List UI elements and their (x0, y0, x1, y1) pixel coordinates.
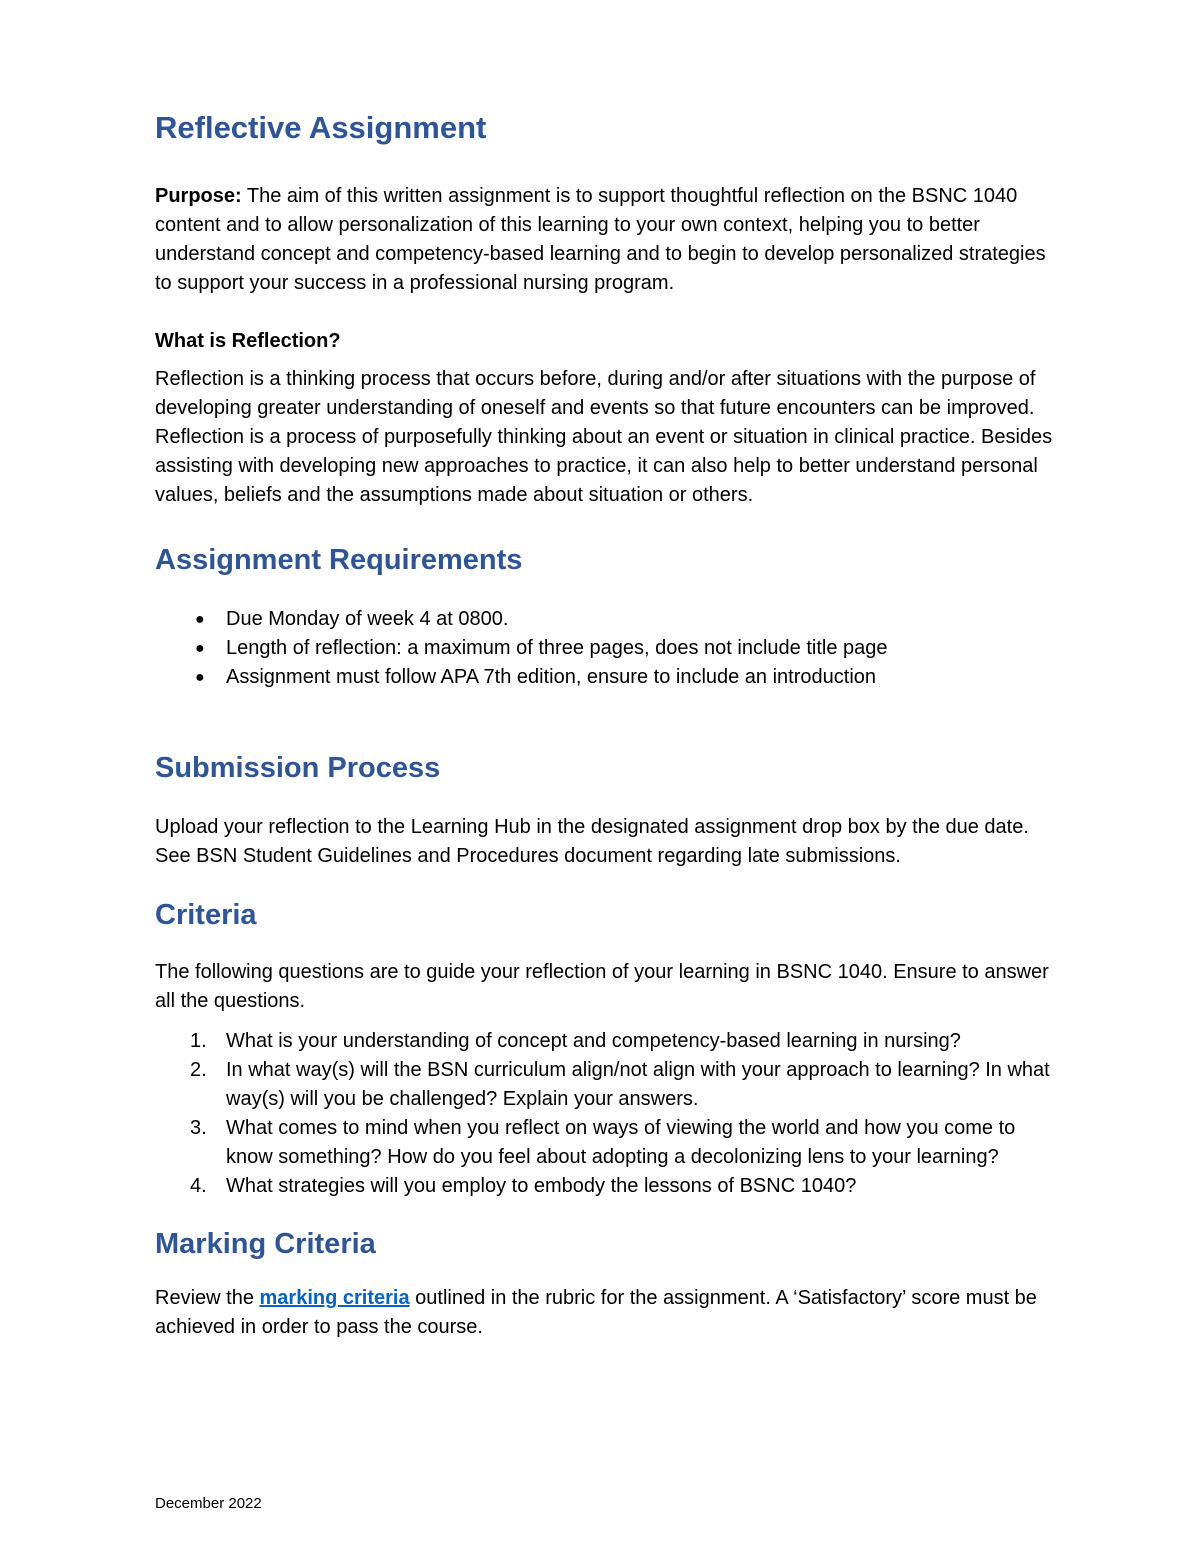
reflection-text: Reflection is a thinking process that occurs before, during and/or after situations with the purpose of developing greater understanding of oneself and events so that future encounters can be improved. Reflection is a process of purposefully thinking about an event or situation in clinical practice. Besides assisting with developing new approaches to practice, it can also help to better understand personal values, beliefs and the assumptions made about situation or others. (155, 368, 1053, 506)
list-item: 3. What comes to mind when you reflect on ways of viewing the world and how you come to know something? How do you feel about adopting a decolonizing lens to your learning? (190, 1117, 1016, 1168)
marking-criteria-link[interactable]: marking criteria (259, 1287, 410, 1309)
criteria-intro: The following questions are to guide your reflection of your learning in BSNC 1040. Ensure to answer all the questions. (155, 961, 1049, 1012)
criteria-heading: Criteria (155, 899, 257, 931)
purpose-paragraph (155, 182, 1055, 298)
submission-heading: Submission Process (155, 752, 441, 784)
submission-text: Upload your reflection to the Learning Hub in the designated assignment drop box by the due date. See BSN Student Guidelines and Procedures document regarding late submissions. (155, 816, 1029, 867)
page-footer: December 2022 (155, 1495, 262, 1512)
reflection-heading: What is Reflection? (155, 330, 341, 352)
list-item: 1. What is your understanding of concept and competency-based learning in nursing? (190, 1030, 961, 1052)
requirements-heading: Assignment Requirements (155, 544, 523, 576)
bullet-icon: ● (195, 669, 205, 686)
list-item: 2. In what way(s) will the BSN curriculum align/not align with your approach to learning? In what way(s) will you be challenged? Explain your answers. (190, 1059, 1050, 1110)
criteria-questions (155, 1027, 1055, 1201)
bullet-icon: ● (195, 640, 205, 657)
list-item: ● Assignment must follow APA 7th edition, ensure to include an introduction (155, 663, 1055, 692)
marking-heading: Marking Criteria (155, 1228, 376, 1260)
document-content (155, 108, 1055, 1342)
bullet-icon: ● (195, 611, 205, 628)
list-item: 4. What strategies will you employ to embody the lessons of BSNC 1040? (190, 1175, 857, 1197)
requirements-list (155, 605, 1055, 692)
purpose-label: Purpose: (155, 185, 242, 207)
purpose-text: The aim of this written assignment is to support thoughtful reflection on the BSNC 1040 content and to allow personalization of this learning to your own context, helping you to better understand concept and competency-based learning and to begin to develop personalized strategies to support your success in a professional nursing program. (155, 185, 1046, 294)
list-item: ● Length of reflection: a maximum of three pages, does not include title page (155, 634, 1055, 663)
list-item: ● Due Monday of week 4 at 0800. (155, 605, 1055, 634)
page-title: Reflective Assignment (155, 110, 487, 145)
marking-text: Review the marking criteria outlined in the rubric for the assignment. A ‘Satisfactory’ score must be achieved in order to pass the course. (155, 1287, 1037, 1338)
